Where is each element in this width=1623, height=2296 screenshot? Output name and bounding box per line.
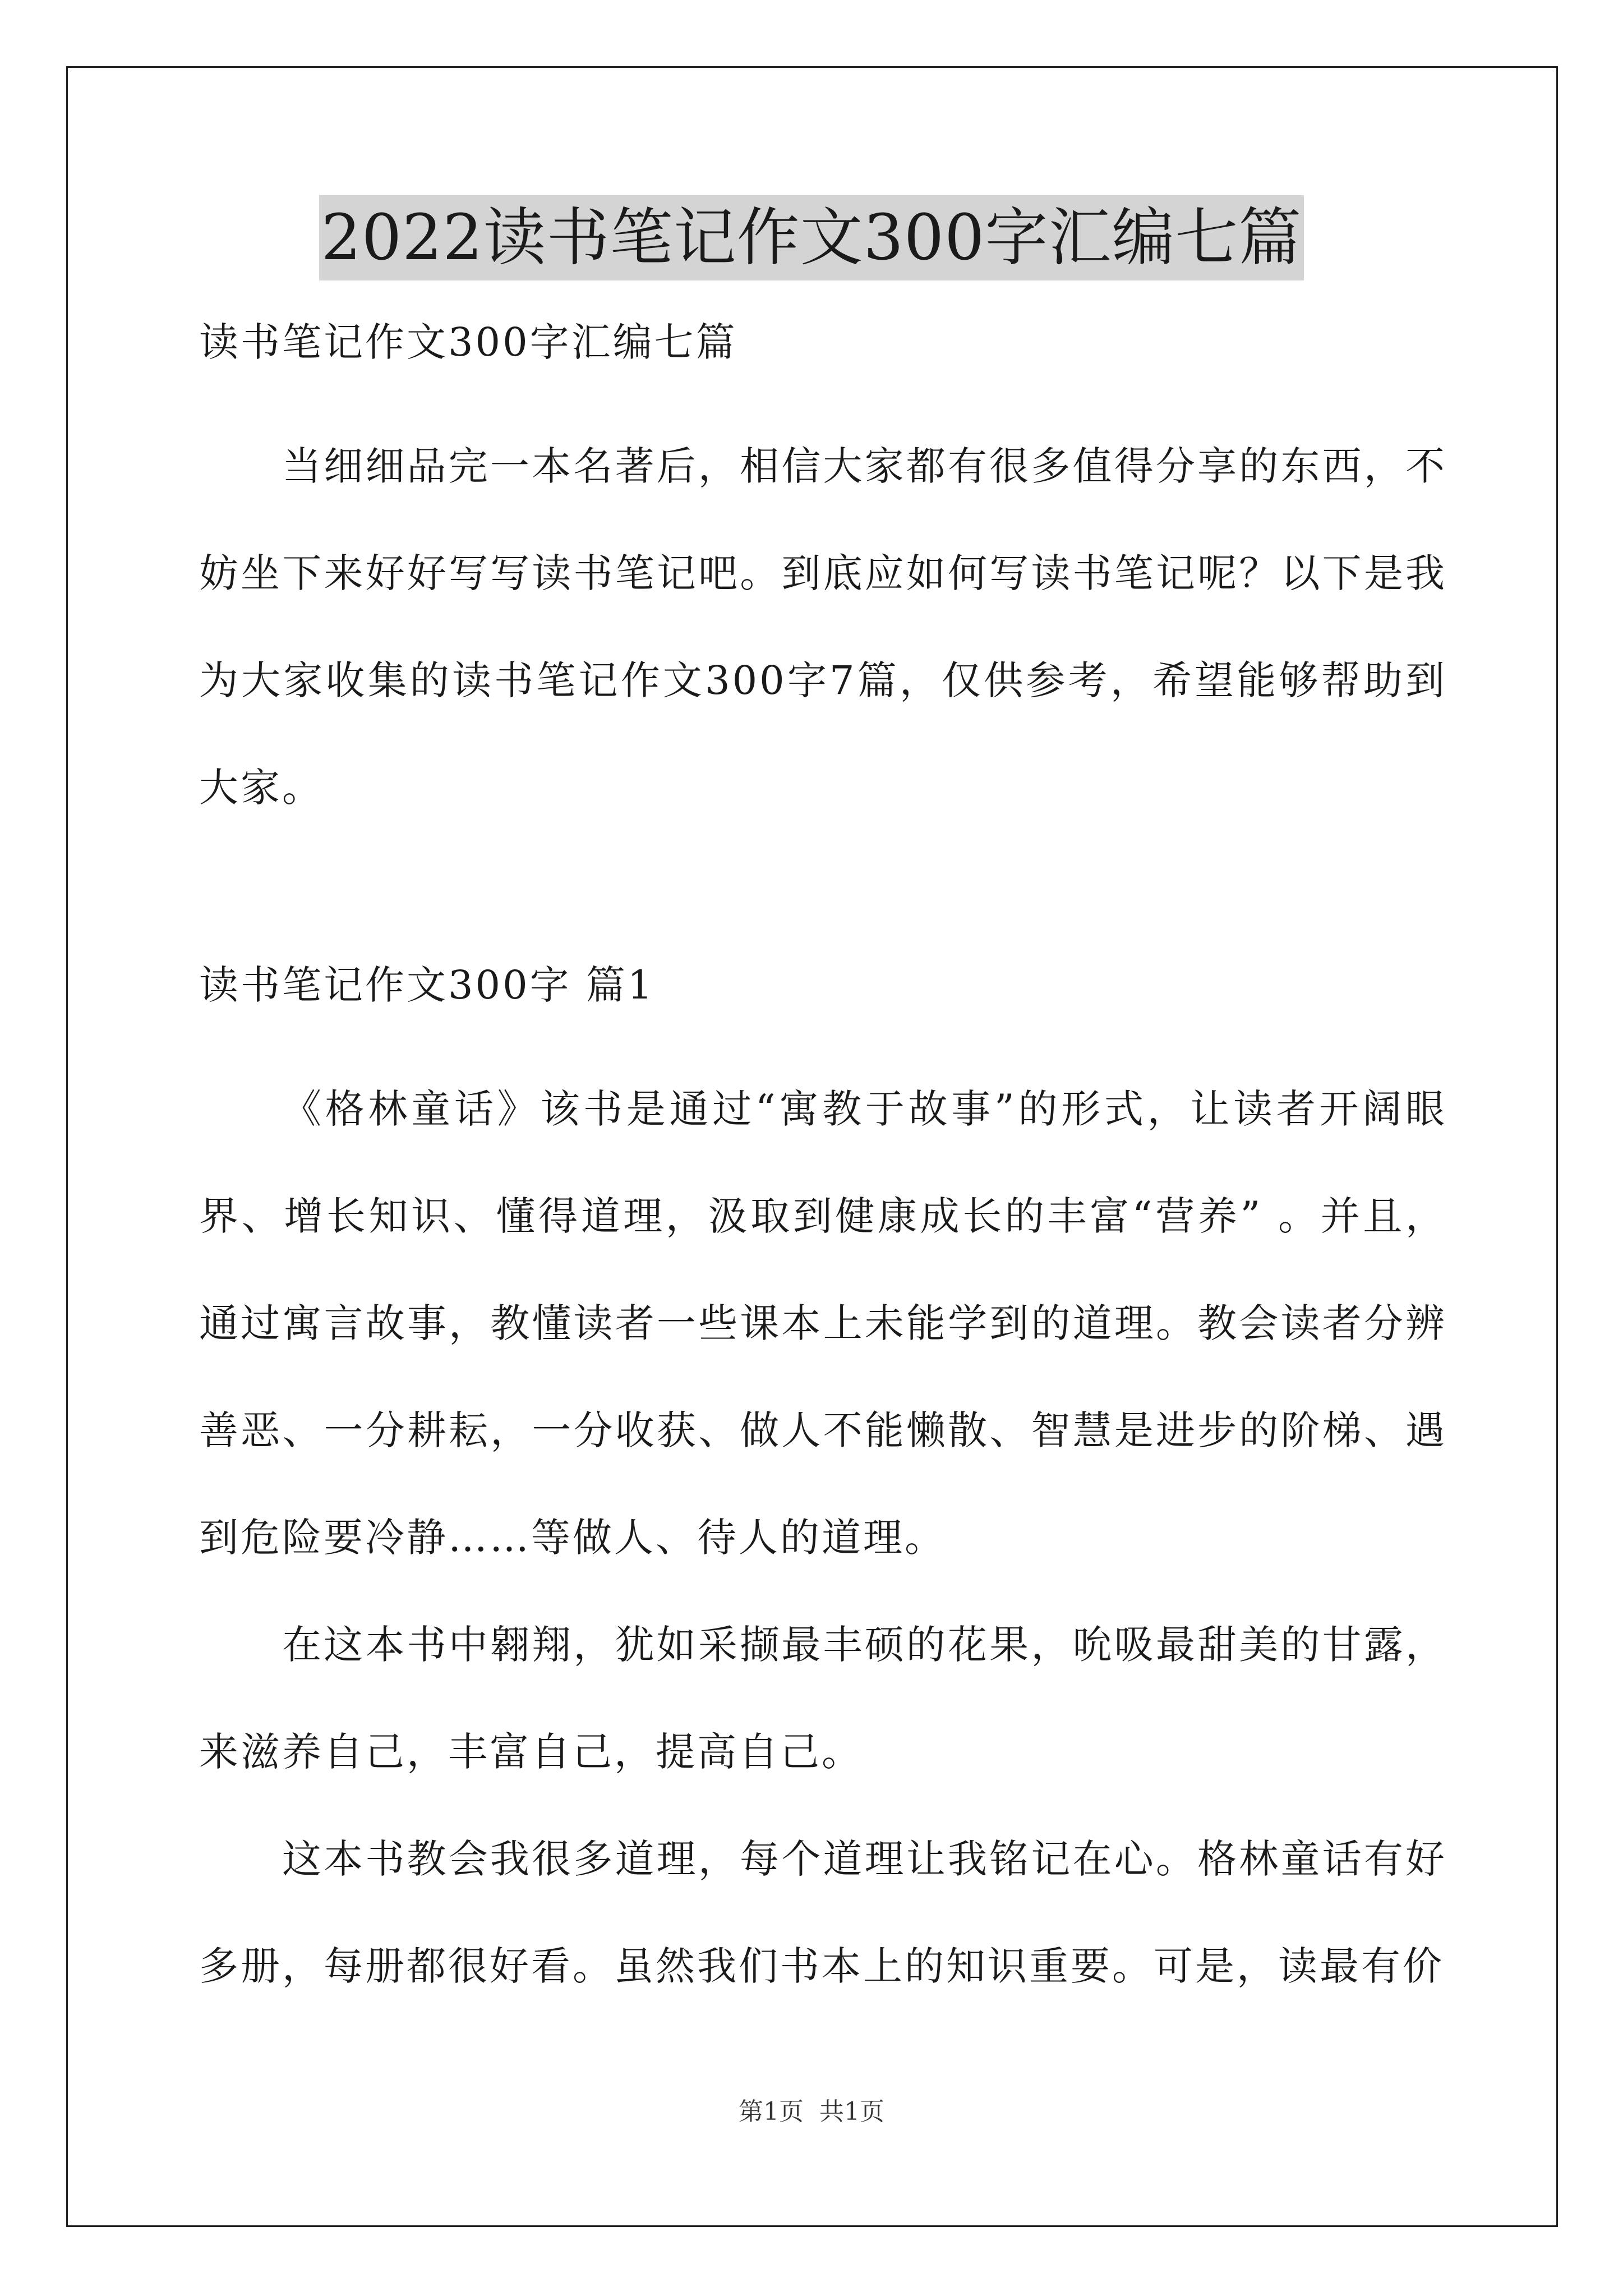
document-body <box>199 306 1447 2020</box>
subtitle: 读书笔记作文300字汇编七篇 <box>199 319 737 365</box>
title-area <box>0 195 1623 280</box>
page-footer <box>0 2095 1623 2129</box>
section-heading: 读书笔记作文300字 篇1 <box>199 962 655 1008</box>
document-title: 2022读书笔记作文300字汇编七篇 <box>319 195 1304 280</box>
page-total: 共1页 <box>819 2097 884 2126</box>
intro-paragraph: 当细细品完一本名著后，相信大家都有很多值得分享的东西，不妨坐下来好好写写读书笔记吧。到底应如何写读书笔记呢？以下是我为大家收集的读书笔记作文300字7篇，仅供参考，希望能够帮助到大家。 <box>199 443 1447 811</box>
body-paragraph: 这本书教会我很多道理，每个道理让我铭记在心。格林童话有好多册，每册都很好看。虽然我们书本上的知识重要。可是，读最有价 <box>199 1836 1447 1989</box>
body-paragraph: 《格林童话》该书是通过“寓教于故事”的形式，让读者开阔眼界、增长知识、懂得道理，汲取到健康成长的丰富“营养” 。并且，通过寓言故事，教懂读者一些课本上未能学到的道理。教会读者分辨善恶、一分耕耘，一分收获、做人不能懒散、智慧是进步的阶梯、遇到危险要冷静……等做人、待人的道理。 <box>199 1086 1447 1561</box>
page-number: 第1页 <box>739 2097 804 2126</box>
section-spacer <box>199 841 1447 949</box>
body-paragraph: 在这本书中翱翔，犹如采撷最丰硕的花果，吮吸最甜美的甘露，来滋养自己，丰富自己，提高自己。 <box>199 1622 1447 1775</box>
